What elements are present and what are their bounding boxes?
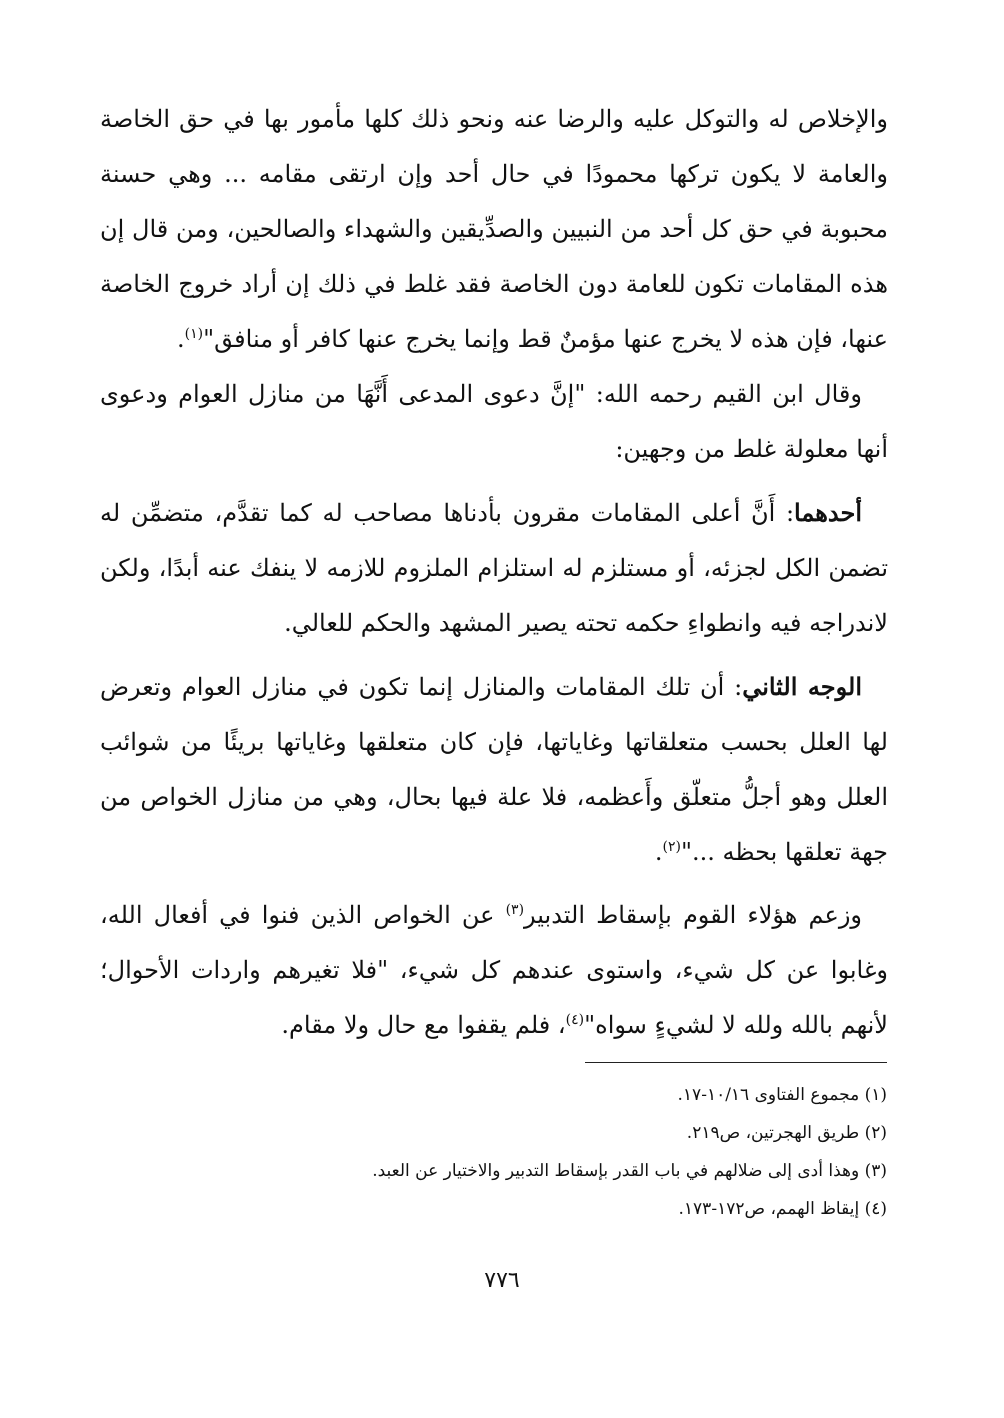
page-number: ٧٧٦ xyxy=(484,1268,520,1293)
paragraph-4-lead: الوجه الثاني xyxy=(742,672,862,701)
footnote-1: (١) مجموع الفتاوى ١٠/١٦-١٧. xyxy=(677,1085,887,1105)
paragraph-3 xyxy=(100,485,888,651)
footnote-ref-2: (٢) xyxy=(662,839,681,855)
footnote-divider xyxy=(585,1062,887,1063)
paragraph-4-end: . xyxy=(654,838,663,866)
footnote-ref-4: (٤) xyxy=(565,1012,585,1028)
footnote-ref-1: (١) xyxy=(184,326,204,342)
footnote-3: (٣) وهذا أدى إلى ضلالهم في باب القدر بإسقاط التدبير والاختيار عن العبد. xyxy=(372,1161,887,1181)
paragraph-2: وقال ابن القيم رحمه الله: "إنَّ دعوى المدعى أَنَّهَا من منازل العوام ودعوى أنها معلولة غلط من وجهين: xyxy=(100,380,888,463)
paragraph-1-end: . xyxy=(177,325,185,353)
main-text xyxy=(100,92,888,1053)
paragraph-5-part-c: ، فلم يقفوا مع حال ولا مقام. xyxy=(281,1011,566,1039)
paragraph-5 xyxy=(100,888,888,1053)
paragraph-4 xyxy=(100,659,888,880)
paragraph-3-text: : أَنَّ أعلى المقامات مقرون بأدناها مصاحب له كما تقدَّم، متضمِّن له تضمن الكل لجزئه، أو مستلزم له استلزام الملزوم للازمه لا ينفك عنه أبدًا، ولكن لاندراجه فيه وانطواءِ حكمه تحته يصير المشهد والحكم للعالي. xyxy=(100,499,888,637)
footnote-2: (٢) طريق الهجرتين، ص٢١٩. xyxy=(686,1123,887,1143)
paragraph-1 xyxy=(100,92,888,367)
paragraph-1-text: والإخلاص له والتوكل عليه والرضا عنه ونحو ذلك كلها مأمور بها في حق الخاصة والعامة لا يكون تركها محمودًا في حال أحد وإن ارتقى مقامه ... وهي حسنة محبوبة في حق كل أحد من النبيين والصدِّيقين والشهداء والصالحين، ومن قال إن هذه المقامات تكون للعامة دون الخاصة فقد غلط في ذلك إن أراد خروج الخاصة عنها، فإن هذه لا يخرج عنها مؤمنٌ قط وإنما يخرج عنها كافر أو منافق" xyxy=(100,105,888,353)
footnotes xyxy=(187,1076,887,1228)
paragraph-5-part-b: عن الخواص الذين فنوا في أفعال الله، وغابوا عن كل شيء، واستوى عندهم كل شيء، "فلا تغيرهم واردات الأحوال؛ لأنهم بالله ولله لا لشيءٍ سواه" xyxy=(100,901,888,1039)
footnote-4: (٤) إيقاظ الهمم، ص١٧٢-١٧٣. xyxy=(678,1199,887,1219)
footnote-ref-3: (٣) xyxy=(505,902,525,918)
paragraph-5-part-a: وزعم هؤلاء القوم بإسقاط التدبير xyxy=(524,901,862,929)
paragraph-3-lead: أحدهما xyxy=(794,498,862,527)
paragraph-4-text: : أن تلك المقامات والمنازل إنما تكون في منازل العوام وتعرض لها العلل بحسب متعلقاتها وغاياتها، فإن كان متعلقها وغاياتها بريئًا من شوائب العلل وهو أجلُّ متعلّق وأَعظمه، فلا علة فيها بحال، وهي من منازل الخواص من جهة تعلقها بحظه ..." xyxy=(100,673,888,866)
